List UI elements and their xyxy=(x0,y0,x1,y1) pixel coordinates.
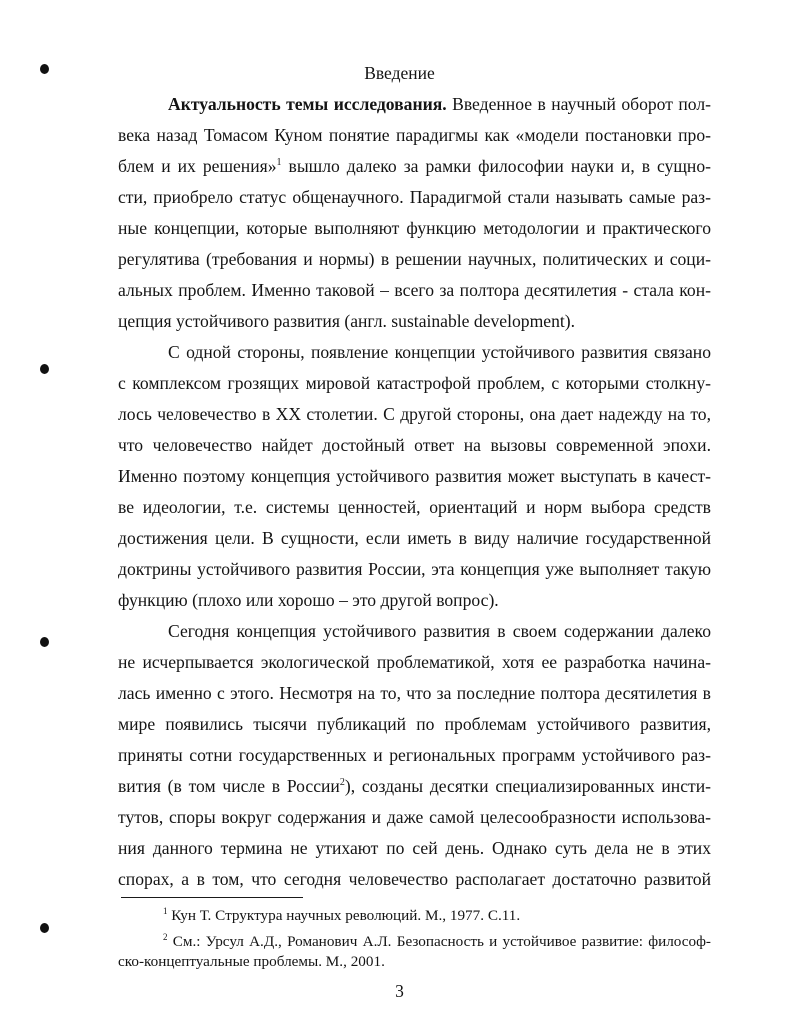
footnote-2: $^2$ См.: Урсул А.Д., Романович А.Л. Безопасность и устойчивое развитие: философ- xyxy=(163,931,711,950)
punch-hole-mark xyxy=(40,923,49,933)
footnote-ref: 2 xyxy=(339,777,345,789)
punch-hole-mark xyxy=(40,364,49,374)
text-line: достижения цели. В сущности, если иметь в виду наличие государственной xyxy=(118,528,711,548)
text-line: приняты сотни государственных и региональных программ устойчивого раз- xyxy=(118,745,711,765)
footnote-divider xyxy=(121,897,303,898)
text-line: блем и их решения»$^1$ вышло далеко за рамки философии науки и, в сущно- xyxy=(118,156,711,176)
footnote-1: $^1$ Кун Т. Структура научных революций. М., 1977. С.11. xyxy=(163,905,521,924)
text-line: века назад Томасом Куном понятие парадигмы как «модели постановки про- xyxy=(118,125,711,145)
lead-phrase: Актуальность темы исследования. xyxy=(168,94,447,114)
text-line: не исчерпывается экологической проблематикой, хотя ее разработка начина- xyxy=(118,652,711,672)
footnote-ref: 1 xyxy=(276,157,282,169)
text-line: лось человечество в XX столетии. С другой стороны, она дает надежду на то, xyxy=(118,404,711,424)
text-line: Актуальность темы исследования. Введенное в научный оборот пол- xyxy=(168,94,711,114)
text-line: мире появились тысячи публикаций по проблемам устойчивого развития, xyxy=(118,714,711,734)
text-line: ные концепции, которые выполняют функцию методологии и практического xyxy=(118,218,711,238)
text-line: ве идеологии, т.е. системы ценностей, ориентаций и норм выбора средств xyxy=(118,497,711,517)
section-title: Введение xyxy=(364,63,435,83)
text-line: регулятива (требования и нормы) в решении научных, политических и соци- xyxy=(118,249,711,269)
text-line: сти, приобрело статус общенаучного. Парадигмой стали называть самые раз- xyxy=(118,187,711,207)
text-line: альных проблем. Именно таковой – всего за полтора десятилетия - стала кон- xyxy=(118,280,711,300)
text-line: что человечество найдет достойный ответ на вызовы современной эпохи. xyxy=(118,435,711,455)
text-line: функцию (плохо или хорошо – это другой вопрос). xyxy=(118,590,499,610)
footnote-2-continuation: ско-концептуальные проблемы. М., 2001. xyxy=(118,953,385,970)
footnote-number: 1 xyxy=(163,905,168,916)
text-line: лась именно с этого. Несмотря на то, что за последние полтора десятилетия в xyxy=(118,683,711,703)
text-line: С одной стороны, появление концепции устойчивого развития связано xyxy=(168,342,711,362)
punch-hole-mark xyxy=(40,637,49,647)
text-line: цепция устойчивого развития (англ. sustainable development). xyxy=(118,311,576,331)
page-number: 3 xyxy=(395,981,404,1001)
footnote-number: 2 xyxy=(163,931,168,942)
text-line: Именно поэтому концепция устойчивого развития может выступать в качест- xyxy=(118,466,711,486)
text-line: ния данного термина не утихают по сей день. Однако суть дела не в этих xyxy=(118,838,711,858)
text-line: с комплексом грозящих мировой катастрофой проблем, с которыми столкну- xyxy=(118,373,711,393)
text-line: доктрины устойчивого развития России, эта концепция уже выполняет такую xyxy=(118,559,711,579)
text-line: тутов, споры вокруг содержания и даже самой целесообразности использова- xyxy=(118,807,711,827)
text-line: Сегодня концепция устойчивого развития в своем содержании далеко xyxy=(168,621,711,641)
text-line: вития (в том числе в России$^2$), созданы десятки специализированных инсти- xyxy=(118,776,711,796)
text-line: спорах, а в том, что сегодня человечество располагает достаточно развитой xyxy=(118,869,711,889)
